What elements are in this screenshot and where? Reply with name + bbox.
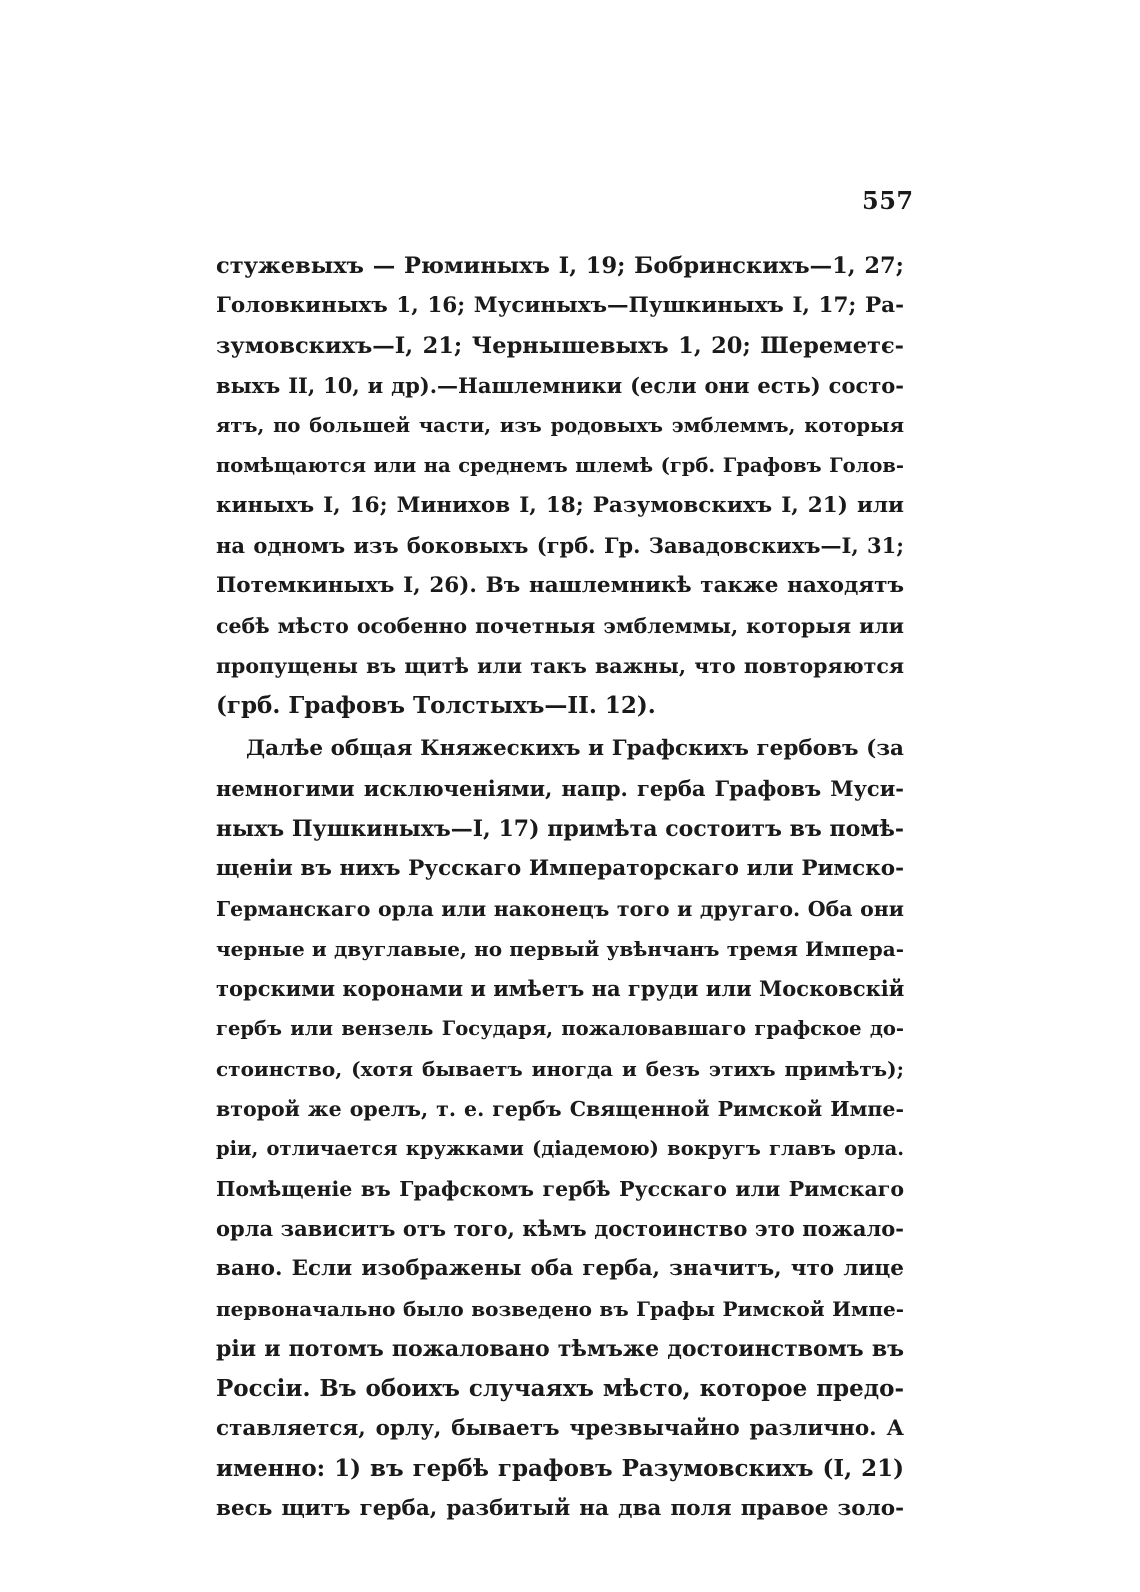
text-line: весь щитъ герба, разбитый на два поля правое золо- (216, 1496, 904, 1521)
text-line: ятъ, по большей части, изъ родовыхъ эмблеммъ, которыя (216, 414, 904, 437)
text-line: пропущены въ щитѣ или такъ важны, что повторяются (216, 654, 904, 678)
text-line: Далѣе общая Княжескихъ и Графскихъ гербовъ (за (246, 736, 904, 761)
text-line: Головкиныхъ 1, 16; Мусиныхъ—Пушкиныхъ I, 17; Ра- (216, 293, 904, 318)
text-line: вано. Если изображены оба герба, значитъ, что лице (216, 1256, 904, 1281)
text-line: себѣ мѣсто особенно почетныя эмблеммы, которыя или (216, 614, 904, 638)
text-line: Германскаго орла или наконецъ того и другаго. Оба они (216, 897, 904, 921)
text-line: ныхъ Пушкиныхъ—I, 17) примѣта состоитъ въ помѣ- (216, 816, 904, 842)
text-line: Помѣщеніе въ Графскомъ гербѣ Русскаго или Римскаго (216, 1177, 904, 1201)
text-line: помѣщаются или на среднемъ шлемѣ (грб. Графовъ Голов- (216, 454, 904, 477)
text-line: киныхъ I, 16; Минихов I, 18; Разумовскихъ I, 21) или (216, 493, 904, 518)
text-line: ставляется, орлу, бываетъ чрезвычайно различно. А (216, 1416, 904, 1441)
text-line: зумовскихъ—I, 21; Чернышевыхъ 1, 20; Шереметє- (216, 333, 904, 359)
text-line: черные и двуглавые, но первый увѣнчанъ тремя Импера- (216, 937, 904, 961)
text-line: на одномъ изъ боковыхъ (грб. Гр. Завадовскихъ—I, 31; (216, 533, 904, 558)
text-line: (грб. Графовъ Толстыхъ—II. 12). (216, 692, 656, 719)
text-line: орла зависитъ отъ того, кѣмъ достоинство это пожало- (216, 1216, 904, 1241)
text-line: торскими коронами и имѣетъ на груди или Московскій (216, 976, 904, 1001)
text-line: Россіи. Въ обоихъ случаяхъ мѣсто, которое предо- (216, 1375, 904, 1402)
text-line: выхъ II, 10, и др).—Нашлемники (если они есть) состо- (216, 373, 904, 398)
text-line: ріи и потомъ пожаловано тѣмъже достоинствомъ въ (216, 1336, 904, 1362)
text-line: гербъ или вензель Государя, пожаловавшаго графское до- (216, 1017, 904, 1040)
text-line: немногими исключеніями, напр. герба Графовъ Муси- (216, 776, 904, 801)
text-line: второй же орелъ, т. е. гербъ Священной Римской Импе- (216, 1097, 904, 1121)
page-number: 557 (862, 186, 914, 215)
text-line: первоначально было возведено въ Графы Римской Импе- (216, 1297, 904, 1321)
text-line: именно: 1) въ гербѣ графовъ Разумовскихъ (I, 21) (216, 1455, 904, 1482)
text-line: стоинство, (хотя бываетъ иногда и безъ этихъ примѣтъ); (216, 1057, 904, 1081)
text-line: ріи, отличается кружками (діадемою) вокругъ главъ орла. (216, 1137, 904, 1160)
text-line: стужевыхъ — Рюминыхъ I, 19; Бобринскихъ—1, 27; (216, 253, 904, 279)
text-line: Потемкиныхъ I, 26). Въ нашлемникѣ также находятъ (216, 573, 904, 598)
body-text (216, 246, 904, 1529)
text-line: щеніи въ нихъ Русскаго Императорскаго или Римско- (216, 856, 904, 881)
